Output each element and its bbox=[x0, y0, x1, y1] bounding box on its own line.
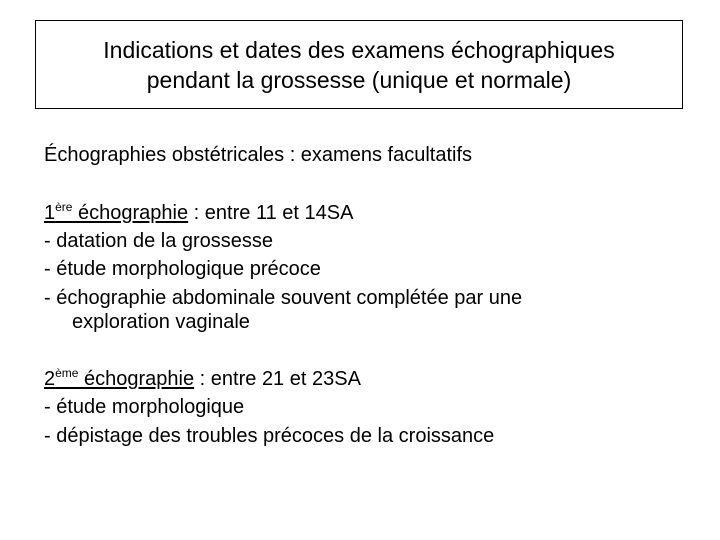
section-1-item-3: - échographie abdominale souvent complétée par une bbox=[44, 287, 523, 309]
section-2-title bbox=[44, 368, 194, 390]
section-1-ordinal: ère bbox=[55, 200, 73, 214]
intro-text: Échographies obstétricales : examens facultatifs bbox=[44, 144, 472, 166]
title-box bbox=[35, 20, 683, 109]
title-line-1: Indications et dates des examens échographiques bbox=[103, 36, 615, 63]
title-line-2: pendant la grossesse (unique et normale) bbox=[146, 66, 572, 93]
section-2-timing: : entre 21 et 23SA bbox=[194, 368, 361, 390]
section-1-number: 1 bbox=[44, 202, 56, 224]
section-2-number: 2 bbox=[44, 368, 56, 390]
section-2-heading bbox=[44, 367, 361, 391]
section-2-ordinal: ème bbox=[55, 366, 79, 380]
section-1-item-2: - étude morphologique précoce bbox=[44, 258, 321, 280]
section-1-label: échographie bbox=[72, 202, 189, 224]
section-2-item-2: - dépistage des troubles précoces de la croissance bbox=[44, 425, 495, 447]
section-2-item-1: - étude morphologique bbox=[44, 396, 245, 418]
section-1-item-3-continued: exploration vaginale bbox=[72, 311, 250, 333]
section-1-item-1: - datation de la grossesse bbox=[44, 230, 274, 252]
section-1-timing: : entre 11 et 14SA bbox=[188, 202, 354, 224]
section-2-label: échographie bbox=[78, 368, 195, 390]
section-1-title bbox=[44, 202, 188, 224]
section-1-heading bbox=[44, 201, 353, 225]
